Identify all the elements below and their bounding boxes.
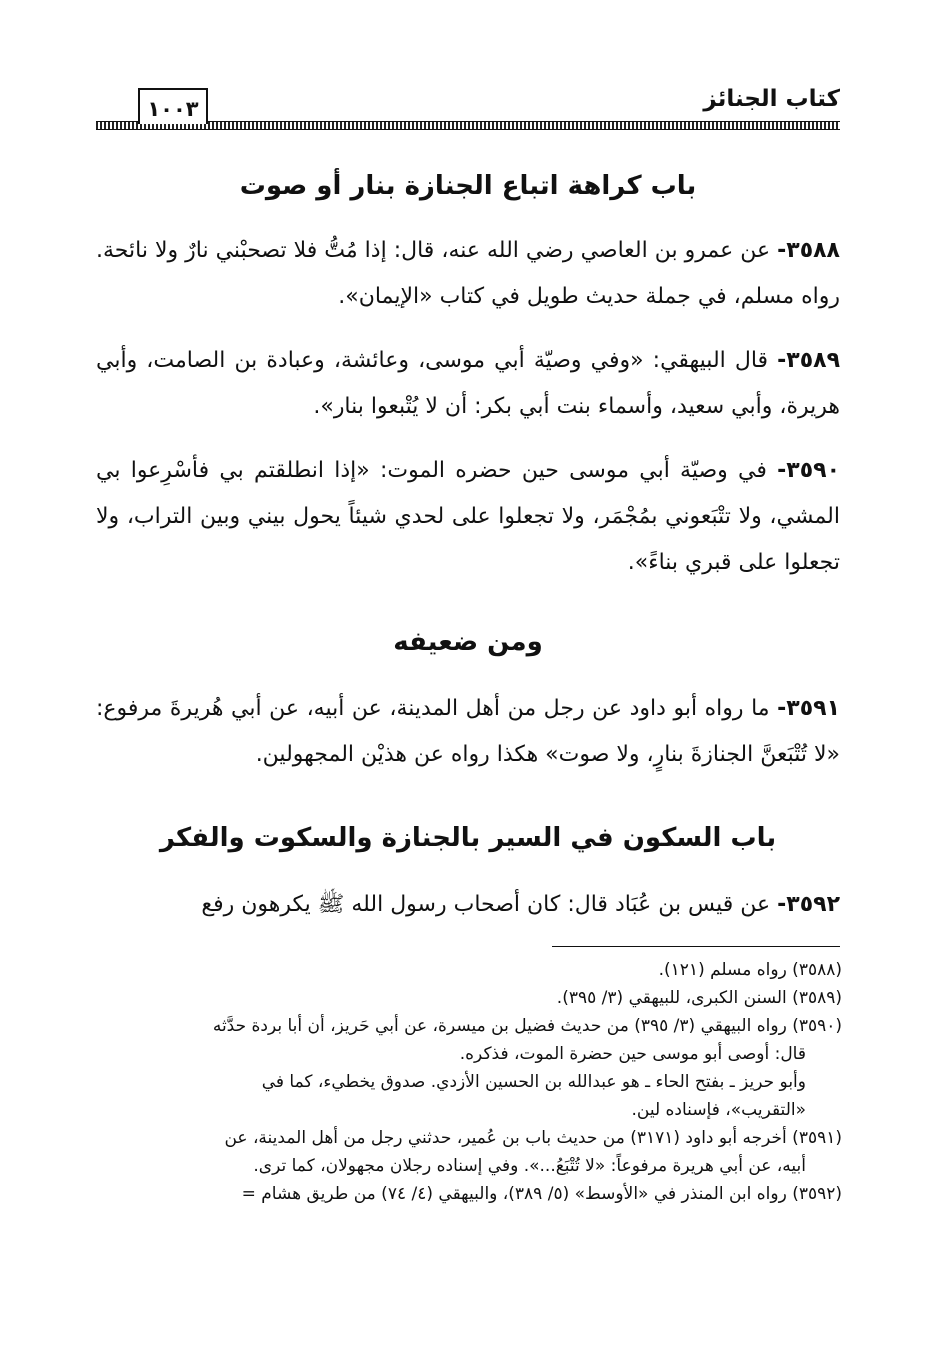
footnote-continuation: قال: أوصى أبو موسى حين حضرة الموت، فذكره. [459, 1044, 806, 1064]
hadith-paragraph [96, 228, 840, 320]
section-heading: ومن ضعيفه [393, 627, 543, 657]
page-number: ١٠٠٣ [138, 88, 208, 124]
hadith-text: قال البيهقي: «وفي وصيّة أبي موسى، وعائشة، وعبادة بن الصامت، وأبي هريرة، وأبي سعيد، وأسماء بنت أبي بكر: أن لا يُتْبعوا بنار». [96, 348, 840, 419]
running-header [96, 80, 840, 130]
footnote: (٣٥٨٨) رواه مسلم (١٢١). [658, 960, 842, 980]
footnote-continuation: «التقريب»، فإسناده لين. [631, 1100, 806, 1120]
footnote: (٣٥٩١) أخرجه أبو داود (٣١٧١) من حديث باب بن عُمير، حدثني رجل من أهل المدينة، عن [224, 1128, 842, 1148]
hadith-text: ما رواه أبو داود عن رجل من أهل المدينة، عن أبيه، عن أبي هُريرةَ مرفوع: «لا تُتْبَعنَّ الجنازةَ بنارٍ، ولا صوت» هكذا رواه عن هذيْن المجهولين. [96, 696, 840, 767]
footnote: (٣٥٨٩) السنن الكبرى، للبيهقي (٣/ ٣٩٥). [556, 988, 842, 1008]
footnote: (٣٥٩٢) رواه ابن المنذر في «الأوسط» (٥/ ٣٨٩)، والبيهقي (٤/ ٧٤) من طريق هشام = [241, 1184, 842, 1204]
hadith-text: في وصيّة أبي موسى حين حضره الموت: «إذا انطلقتم بي فأسْرِعوا بي المشي، ولا تتْبَعوني بمُجْمَر، ولا تجعلوا على لحدي شيئاً يحول بيني وبين التراب، ولا تجعلوا على قبري بناءً». [96, 458, 840, 575]
hadith-number: ٣٥٨٩- [777, 348, 841, 373]
hadith-paragraph [96, 338, 840, 430]
hadith-number: ٣٥٩٢- [777, 892, 840, 917]
hadith-text: عن عمرو بن العاصي رضي الله عنه، قال: إذا مُتُّ فلا تصحبْني نارٌ ولا نائحة. رواه مسلم، في جملة حديث طويل في كتاب «الإيمان». [96, 238, 840, 309]
chapter-heading: باب كراهة اتباع الجنازة بنار أو صوت [239, 171, 697, 201]
hadith-text: عن قيس بن عُبَاد قال: كان أصحاب رسول الله ﷺ يكرهون رفع [201, 892, 771, 917]
footnote-continuation: أبيه، عن أبي هريرة مرفوعاً: «لا تُتْبَعُ...». وفي إسناده رجلان مجهولان، كما ترى. [253, 1156, 806, 1176]
hadith-number: ٣٥٨٨- [777, 238, 840, 263]
footnote-separator [552, 946, 840, 947]
hadith-paragraph [96, 448, 840, 586]
footnotes [92, 956, 842, 1208]
hadith-paragraph [96, 686, 840, 778]
hadith-number: ٣٥٩٠- [777, 458, 840, 483]
hadith-number: ٣٥٩١- [777, 696, 841, 721]
hadith-paragraph [96, 882, 840, 928]
footnote: (٣٥٩٠) رواه البيهقي (٣/ ٣٩٥) من حديث فضيل بن ميسرة، عن أبي حَريز، أن أبا بردة حدَّثه [212, 1016, 842, 1036]
footnote-continuation: وأبو حريز ـ بفتح الحاء ـ هو عبدالله بن الحسين الأزدي. صدوق يخطيء، كما في [261, 1072, 806, 1092]
book-title: كتاب الجنائز [697, 82, 840, 116]
chapter-heading: باب السكون في السير بالجنازة والسكوت والفكر [159, 823, 777, 853]
